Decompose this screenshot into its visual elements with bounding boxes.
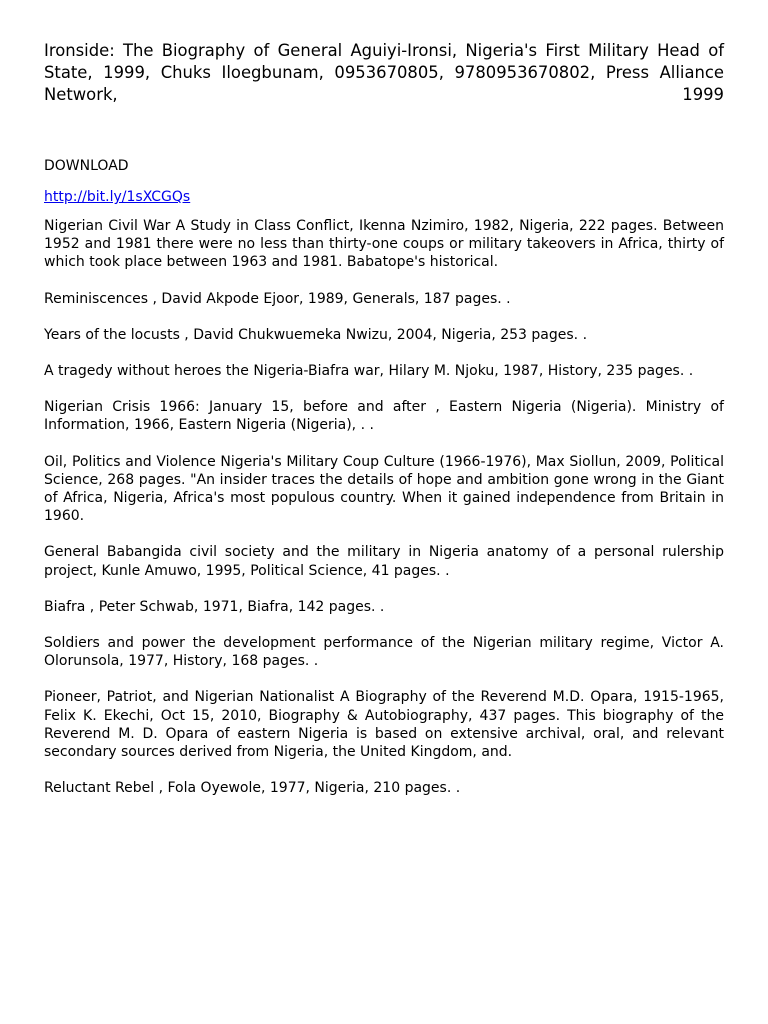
book-entry: Oil, Politics and Violence Nigeria's Military Coup Culture (1966-1976), Max Siollun, 2009, Political Science, 268 pages. "An insider traces the details of hope and ambition gone wrong in the Giant of Africa, Nigeria, Africa's most populous country. When it gained independence from Britain in 1960. — [44, 453, 724, 525]
book-entry: Reluctant Rebel , Fola Oyewole, 1977, Nigeria, 210 pages. . — [44, 780, 461, 797]
book-entry: General Babangida civil society and the military in Nigeria anatomy of a personal rulership project, Kunle Amuwo, 1995, Political Science, 41 pages. . — [44, 544, 724, 579]
download-link[interactable]: http://bit.ly/1sXCGQs — [44, 189, 191, 205]
document-title: Ironside: The Biography of General Aguiyi-Ironsi, Nigeria's First Military Head of State, 1999, Chuks Iloegbunam, 0953670805, 9780953670802, Press Alliance Network, 1999 — [44, 41, 724, 104]
book-entry: Nigerian Civil War A Study in Class Conflict, Ikenna Nzimiro, 1982, Nigeria, 222 pages. Between 1952 and 1981 there were no less than thirty-one coups or military takeovers in Africa, thirty of which took place between 1963 and 1981. Babatope's historical. — [44, 218, 724, 271]
book-entry: Soldiers and power the development performance of the Nigerian military regime, Victor A. Olorunsola, 1977, History, 168 pages. . — [44, 635, 724, 670]
book-entry: Nigerian Crisis 1966: January 15, before and after , Eastern Nigeria (Nigeria). Ministry of Information, 1966, Eastern Nigeria (Nigeria), . . — [44, 399, 724, 434]
book-entry-list — [44, 217, 724, 797]
book-entry: Years of the locusts , David Chukwuemeka Nwizu, 2004, Nigeria, 253 pages. . — [44, 326, 588, 343]
book-entry: Reminiscences , David Akpode Ejoor, 1989, Generals, 187 pages. . — [44, 290, 511, 307]
download-label: DOWNLOAD — [44, 158, 129, 174]
book-entry: A tragedy without heroes the Nigeria-Biafra war, Hilary M. Njoku, 1987, History, 235 pages. . — [44, 363, 694, 380]
book-entry: Biafra , Peter Schwab, 1971, Biafra, 142 pages. . — [44, 598, 385, 615]
book-entry: Pioneer, Patriot, and Nigerian Nationalist A Biography of the Reverend M.D. Opara, 1915-1965, Felix K. Ekechi, Oct 15, 2010, Biography & Autobiography, 437 pages. This biography of the Reverend M. D. Opara of eastern Nigeria is based on extensive archival, oral, and relevant secondary sources derived from Nigeria, the United Kingdom, and. — [44, 689, 724, 761]
